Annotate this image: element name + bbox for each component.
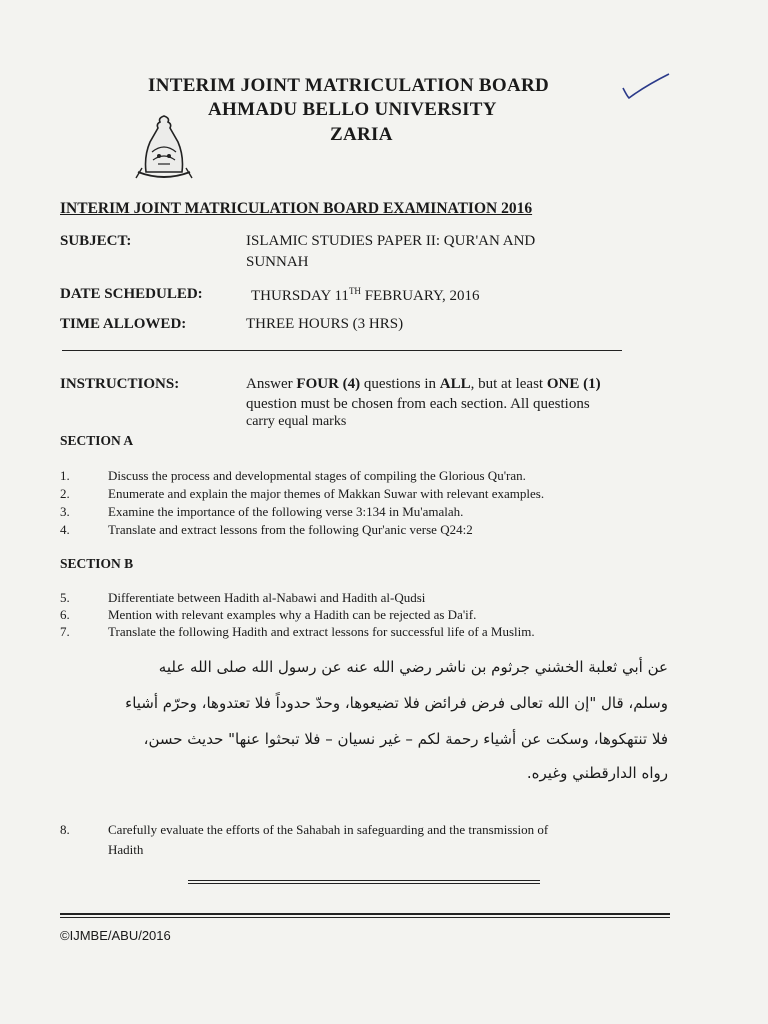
instructions-text: Answer — [246, 376, 297, 392]
question-number: 4. — [60, 522, 70, 537]
subject-value-line-1: ISLAMIC STUDIES PAPER II: QUR'AN AND — [246, 233, 536, 249]
instructions-text: , but at least — [470, 376, 547, 392]
section-a-title: SECTION A — [60, 433, 134, 448]
hadith-arabic-line: رواه الدارقطني وغيره. — [526, 764, 668, 782]
header-divider — [62, 350, 622, 351]
end-divider — [188, 880, 540, 881]
section-b-title: SECTION B — [60, 556, 134, 571]
header-line-2: AHMADU BELLO UNIVERSITY — [208, 99, 497, 120]
question-number: 5. — [60, 590, 70, 605]
question-text: Mention with relevant examples why a Hadith can be rejected as Da'if. — [108, 607, 477, 622]
question-text: Examine the importance of the following verse 3:134 in Mu'amalah. — [108, 504, 464, 519]
hadith-arabic-line: فلا تنتهكوها، وسكت عن أشياء رحمة لكم – غير نسيان – فلا تبحثوا عنها" حديث حسن، — [143, 730, 668, 748]
question-text: Differentiate between Hadith al-Nabawi and Hadith al-Qudsi — [108, 590, 426, 605]
hadith-arabic-line: عن أبي ثعلبة الخشني جرثوم بن ناشر رضي الله عنه عن رسول الله صلى الله عليه — [158, 658, 668, 676]
instructions-line-1 — [246, 376, 601, 393]
question-text-continuation: Hadith — [108, 842, 144, 857]
instructions-label: INSTRUCTIONS: — [60, 376, 180, 392]
question-number: 6. — [60, 607, 70, 622]
copyright-footer: ©IJMBE/ABU/2016 — [60, 928, 171, 943]
instructions-line-3: carry equal marks — [246, 414, 347, 429]
date-label: DATE SCHEDULED: — [60, 286, 203, 302]
header-line-1: INTERIM JOINT MATRICULATION BOARD — [148, 75, 550, 96]
hadith-arabic-line: وسلم، قال "إن الله تعالى فرض فرائض فلا تضيعوها، وحدّ حدوداً فلا تعتدوها، وحرّم أشياء — [125, 694, 668, 712]
subject-label: SUBJECT: — [60, 233, 132, 249]
instructions-line-2: question must be chosen from each section. All questions — [246, 396, 590, 412]
question-text: Translate the following Hadith and extract lessons for successful life of a Muslim. — [108, 624, 535, 639]
instructions-bold: ONE (1) — [546, 376, 601, 392]
question-text: Translate and extract lessons from the following Qur'anic verse Q24:2 — [108, 522, 473, 537]
date-value-main: THURSDAY 11 — [251, 288, 349, 304]
question-number: 2. — [60, 486, 70, 501]
date-value — [251, 286, 479, 305]
check-mark-icon — [615, 68, 675, 108]
exam-title: INTERIM JOINT MATRICULATION BOARD EXAMINATION 2016 — [60, 200, 533, 217]
question-number: 7. — [60, 624, 70, 639]
question-text: Enumerate and explain the major themes of Makkan Suwar with relevant examples. — [108, 486, 545, 501]
subject-value-line-2: SUNNAH — [246, 254, 309, 270]
university-crest-icon — [128, 112, 200, 184]
header-line-3: ZARIA — [330, 124, 393, 145]
time-label: TIME ALLOWED: — [60, 316, 187, 332]
question-text: Discuss the process and developmental stages of compiling the Glorious Qu'ran. — [108, 468, 526, 483]
end-divider — [188, 883, 540, 884]
question-number: 1. — [60, 468, 70, 483]
footer-divider — [60, 917, 670, 918]
question-text: Carefully evaluate the efforts of the Sahabah in safeguarding and the transmission of — [108, 822, 549, 837]
question-number: 8. — [60, 822, 70, 837]
footer-divider — [60, 913, 670, 915]
date-value-superscript: TH — [348, 286, 361, 296]
date-value-rest: FEBRUARY, 2016 — [360, 288, 480, 304]
instructions-bold: FOUR (4) — [296, 376, 361, 392]
instructions-text: questions in — [360, 376, 440, 392]
instructions-bold: ALL — [439, 376, 471, 392]
time-value: THREE HOURS (3 HRS) — [246, 316, 404, 332]
question-number: 3. — [60, 504, 70, 519]
